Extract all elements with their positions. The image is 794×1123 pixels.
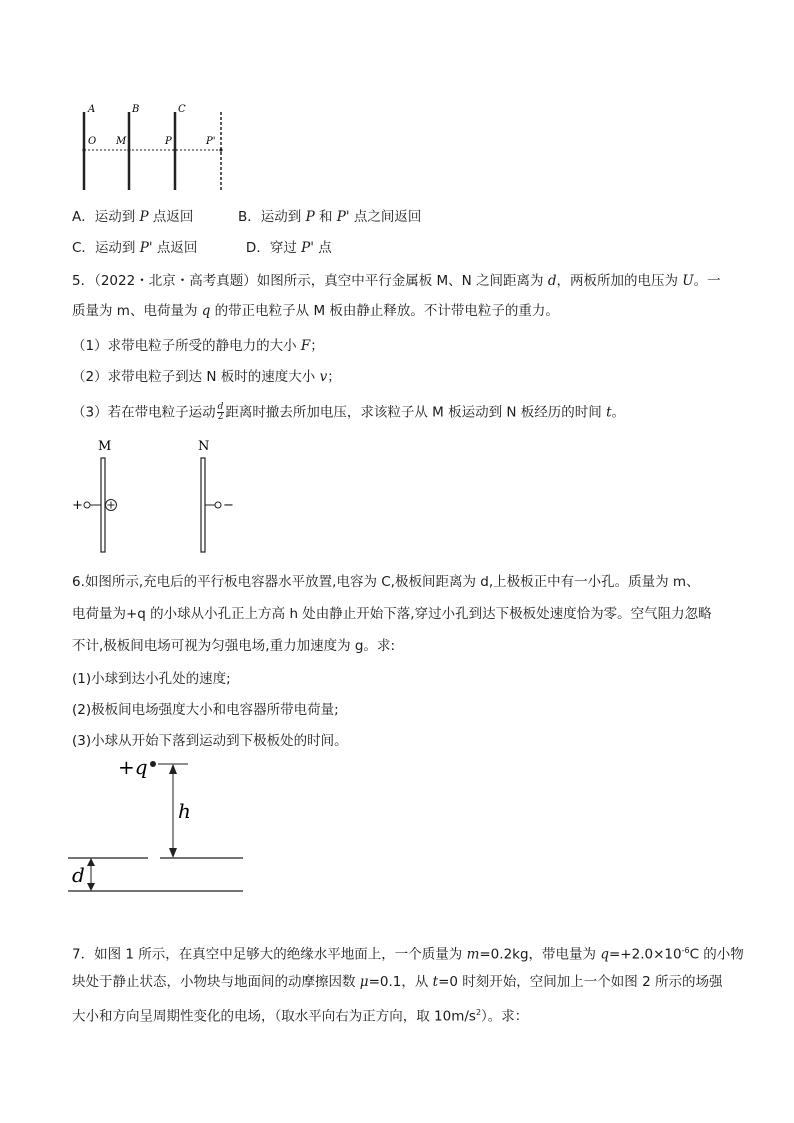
label-gap-d: d [72,863,85,887]
terminal-n [215,502,221,508]
mn-plates-figure [66,436,246,556]
q6-stem-line3: 不计,极板间电场可视为匀强电场,重力加速度为 g。求: [72,638,395,654]
q5-sub2: （2）求带电粒子到达 N 板时的速度大小 v； [72,369,341,385]
label-m: M [116,136,127,147]
q7-stem-line2: 块处于静止状态，小物块与地面间的动摩擦因数 μ=0.1，从 t=0 时刻开始，空间加上一个如图 2 所示的场强 [72,974,723,990]
q6-stem-line1: 6.如图所示,充电后的平行板电容器水平放置,电容为 C,极板间距离为 d,上极板正中有一小孔。质量为 m、 [72,574,700,590]
q6-sub3: (3)小球从开始下落到运动到下极板处的时间。 [72,733,348,749]
capacitor-figure [66,752,256,900]
q5-sub1: （1）求带电粒子所受的静电力的大小 F； [72,338,324,354]
label-a: A [88,104,96,115]
q5-stem-line1: 5．（2022・北京・高考真题）如图所示，真空中平行金属板 M、N 之间距离为 d，两板所加的电压为 U。一 [72,273,721,289]
q5-sub3: （3）若在带电粒子运动 $\frac{d}{2}$ 距离时撤去所加电压，求该粒子从 M 板运动到 N 板经历的时间 t。 [72,402,625,422]
option-b[interactable]: B．运动到 P 和 P' 点之间返回 [238,209,422,225]
label-p: P [165,136,172,147]
plates-figure [70,98,240,196]
option-c[interactable]: C．运动到 P' 点返回 [72,240,198,256]
options-row-ab [72,208,421,226]
q5-stem-line2: 质量为 m、电荷量为 q 的带正电粒子从 M 板由静止释放。不计带电粒子的重力。 [72,303,559,319]
label-m-plate: M [98,439,112,454]
label-height-h: h [178,799,191,823]
q6-stem-line2: 电荷量为+q 的小球从小孔正上方高 h 处由静止开始下落,穿过小孔到达下极板处速度恰为零。空气阻力忽略 [72,606,712,622]
label-c: C [178,104,186,115]
height-arrow-head-bottom [169,848,177,858]
label-n-plate: N [198,439,210,454]
label-charge-q: +q [118,755,148,779]
q7-stem-line3: 大小和方向呈周期性变化的电场，（取水平向右为正方向，取 $10m/s^2$）。求： [72,1008,529,1025]
plate-n [201,458,205,552]
ball-icon [150,761,156,767]
plate-m [101,458,105,552]
label-p-prime: P' [206,136,216,147]
terminal-m [84,502,90,508]
options-row-cd [72,239,332,257]
q7-stem-line1: 7．如图 1 所示，在真空中足够大的绝缘水平地面上，一个质量为 m=0.2kg，带电量为 $q=+2.0\times 10^{-6}C$ 的小物 [72,946,744,963]
option-a[interactable]: A．运动到 P 点返回 [72,209,194,225]
q6-sub1: (1)小球到达小孔处的速度; [72,671,231,687]
fraction-d-over-2: $\frac{d}{2}$ [217,402,224,422]
label-o: O [88,136,97,147]
terminal-minus-sign: − [223,498,234,513]
terminal-plus-sign: + [72,498,83,513]
label-b: B [132,104,140,115]
q6-sub2: (2)极板间电场强度大小和电容器所带电荷量; [72,702,339,718]
option-d[interactable]: D．穿过 P' 点 [245,240,332,256]
height-arrow-head-top [169,764,177,774]
